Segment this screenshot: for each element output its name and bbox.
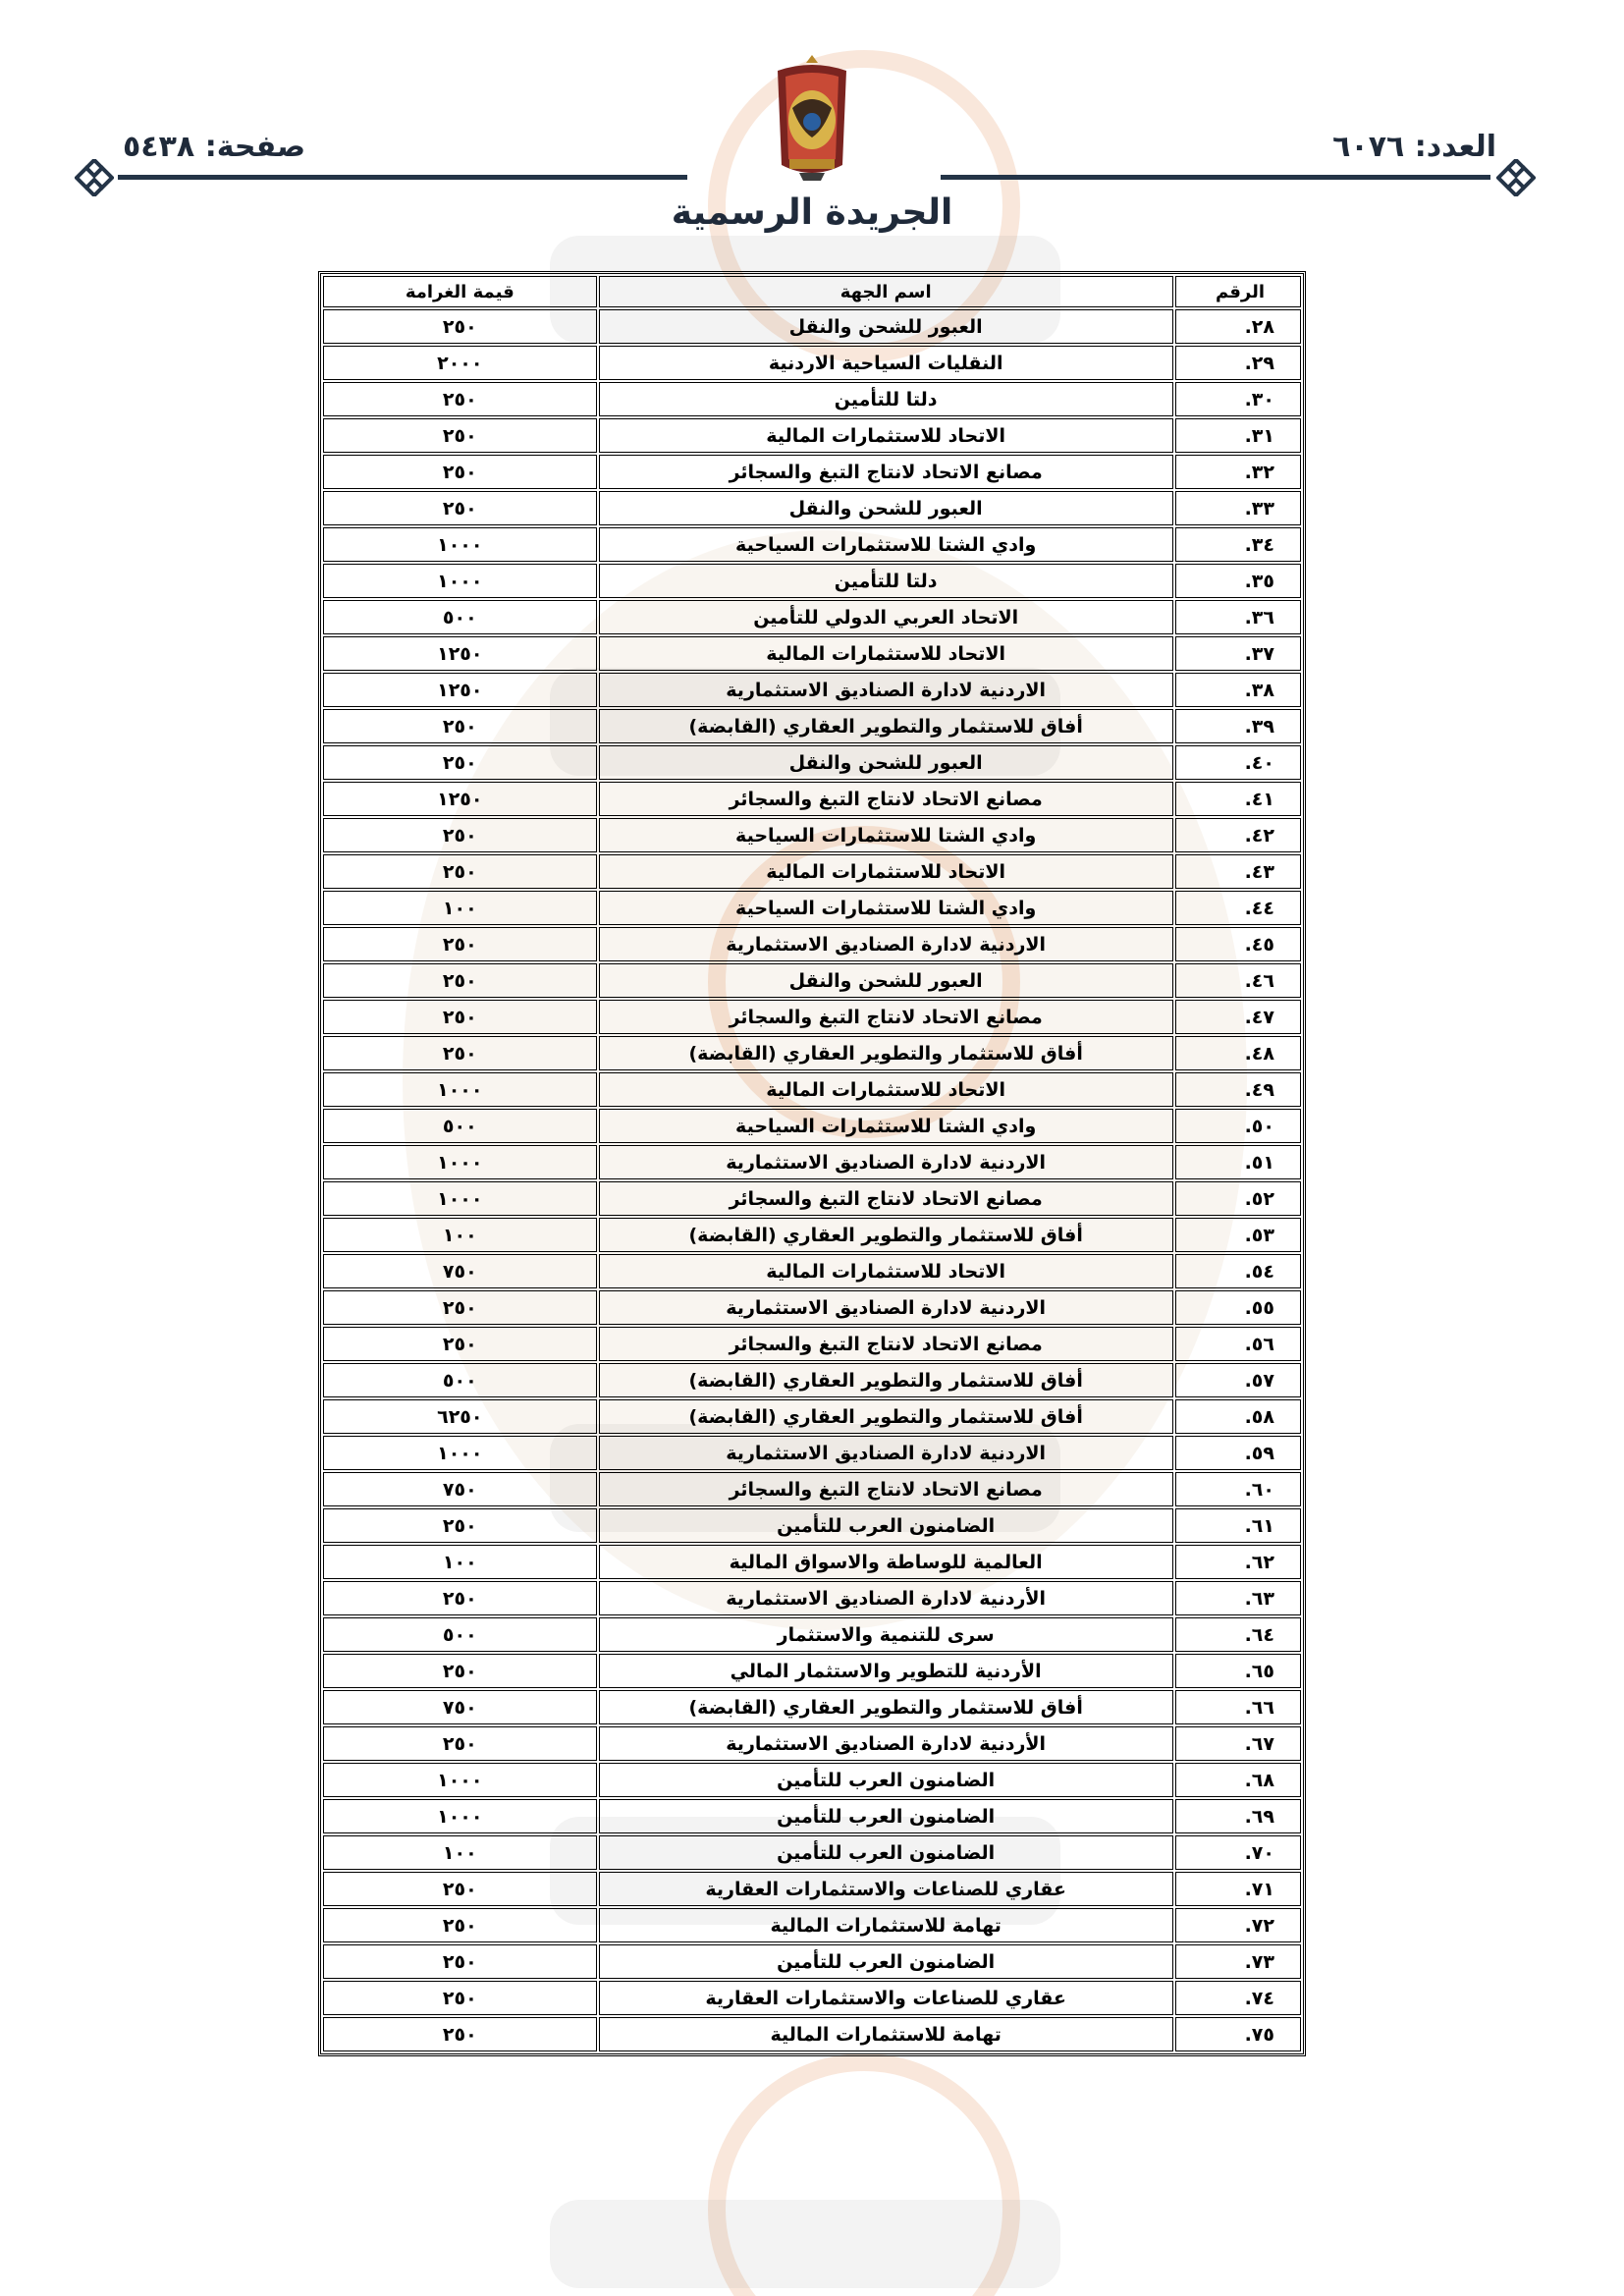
table-row bbox=[323, 1036, 1301, 1070]
fine-amount: ٥٠٠ bbox=[323, 1109, 597, 1143]
entity-name: الاردنية لادارة الصناديق الاستثمارية bbox=[599, 673, 1173, 707]
fine-amount: ٢٥٠ bbox=[323, 1327, 597, 1361]
fine-amount: ٢٥٠ bbox=[323, 418, 597, 453]
row-number: ٥٩. bbox=[1175, 1436, 1301, 1470]
entity-name: العبور للشحن والنقل bbox=[599, 309, 1173, 344]
row-number: ٤٥. bbox=[1175, 927, 1301, 961]
table-row bbox=[323, 1145, 1301, 1179]
row-number: ٤٤. bbox=[1175, 891, 1301, 925]
fine-amount: ٢٥٠ bbox=[323, 1726, 597, 1761]
fine-amount: ٢٥٠ bbox=[323, 1000, 597, 1034]
entity-name: وادي الشتا للاستثمارات السياحية bbox=[599, 527, 1173, 562]
row-number: ٧٢. bbox=[1175, 1908, 1301, 1942]
table-row bbox=[323, 1363, 1301, 1397]
row-number: ٥١. bbox=[1175, 1145, 1301, 1179]
table-row bbox=[323, 564, 1301, 598]
entity-name: الضامنون العرب للتأمين bbox=[599, 1835, 1173, 1870]
entity-name: عقاري للصناعات والاستثمارات العقارية bbox=[599, 1872, 1173, 1906]
fine-amount: ٢٥٠ bbox=[323, 745, 597, 780]
table-row bbox=[323, 709, 1301, 743]
entity-name: الاتحاد للاستثمارات المالية bbox=[599, 418, 1173, 453]
fine-amount: ٢٥٠ bbox=[323, 1581, 597, 1615]
row-number: ٣٦. bbox=[1175, 600, 1301, 634]
entity-name: مصانع الاتحاد لانتاج التبغ والسجائر bbox=[599, 1181, 1173, 1216]
fine-amount: ٢٥٠ bbox=[323, 2017, 597, 2051]
table-row bbox=[323, 1763, 1301, 1797]
fine-amount: ٢٥٠ bbox=[323, 1908, 597, 1942]
table-row bbox=[323, 1218, 1301, 1252]
entity-name: مصانع الاتحاد لانتاج التبغ والسجائر bbox=[599, 782, 1173, 816]
table-row bbox=[323, 1872, 1301, 1906]
row-number: ٧٥. bbox=[1175, 2017, 1301, 2051]
entity-name: الضامنون العرب للتأمين bbox=[599, 1799, 1173, 1833]
table-row bbox=[323, 1399, 1301, 1434]
entity-name: الاردنية لادارة الصناديق الاستثمارية bbox=[599, 927, 1173, 961]
table-row bbox=[323, 1581, 1301, 1615]
fine-amount: ٢٥٠ bbox=[323, 927, 597, 961]
header-rule-left bbox=[118, 175, 687, 180]
row-number: ٦٤. bbox=[1175, 1617, 1301, 1652]
row-number: ٣١. bbox=[1175, 418, 1301, 453]
entity-name: مصانع الاتحاد لانتاج التبغ والسجائر bbox=[599, 1327, 1173, 1361]
fine-amount: ٥٠٠ bbox=[323, 1617, 597, 1652]
entity-name: الاتحاد العربي الدولي للتأمين bbox=[599, 600, 1173, 634]
row-number: ٥٦. bbox=[1175, 1327, 1301, 1361]
table-row bbox=[323, 418, 1301, 453]
fine-amount: ١٠٠٠ bbox=[323, 564, 597, 598]
entity-name: تهامة للاستثمارات المالية bbox=[599, 2017, 1173, 2051]
fine-amount: ١٠٠ bbox=[323, 1218, 597, 1252]
entity-name: مصانع الاتحاد لانتاج التبغ والسجائر bbox=[599, 1472, 1173, 1506]
fine-amount: ٢٥٠ bbox=[323, 309, 597, 344]
entity-name: الأردنية لادارة الصناديق الاستثمارية bbox=[599, 1726, 1173, 1761]
fine-amount: ٢٥٠ bbox=[323, 1036, 597, 1070]
entity-name: دلتا للتأمين bbox=[599, 382, 1173, 416]
row-number: ٣٣. bbox=[1175, 491, 1301, 525]
entity-name: عقاري للصناعات والاستثمارات العقارية bbox=[599, 1981, 1173, 2015]
row-number: ٣٠. bbox=[1175, 382, 1301, 416]
table-row bbox=[323, 1726, 1301, 1761]
entity-name: أفاق للاستثمار والتطوير العقاري (القابضة) bbox=[599, 1218, 1173, 1252]
ornament-knot-icon bbox=[75, 159, 114, 196]
entity-name: العالمية للوساطة والاسواق المالية bbox=[599, 1545, 1173, 1579]
table-row bbox=[323, 927, 1301, 961]
table-header-row bbox=[323, 276, 1301, 307]
entity-name: أفاق للاستثمار والتطوير العقاري (القابضة) bbox=[599, 1036, 1173, 1070]
entity-name: أفاق للاستثمار والتطوير العقاري (القابضة) bbox=[599, 709, 1173, 743]
row-number: ٣٩. bbox=[1175, 709, 1301, 743]
row-number: ٤٧. bbox=[1175, 1000, 1301, 1034]
table-row bbox=[323, 1327, 1301, 1361]
entity-name: الاتحاد للاستثمارات المالية bbox=[599, 1072, 1173, 1107]
row-number: ٥٨. bbox=[1175, 1399, 1301, 1434]
fine-amount: ٧٥٠ bbox=[323, 1690, 597, 1724]
table-row bbox=[323, 636, 1301, 671]
entity-name: دلتا للتأمين bbox=[599, 564, 1173, 598]
fine-amount: ٢٥٠ bbox=[323, 818, 597, 852]
table-row bbox=[323, 455, 1301, 489]
entity-name: تهامة للاستثمارات المالية bbox=[599, 1908, 1173, 1942]
fine-amount: ١٠٠ bbox=[323, 1545, 597, 1579]
row-number: ٥٣. bbox=[1175, 1218, 1301, 1252]
row-number: ٤٣. bbox=[1175, 854, 1301, 889]
fine-amount: ٢٥٠ bbox=[323, 1654, 597, 1688]
fine-amount: ٦٢٥٠ bbox=[323, 1399, 597, 1434]
table-row bbox=[323, 382, 1301, 416]
fine-amount: ٢٠٠٠ bbox=[323, 346, 597, 380]
row-number: ٦٣. bbox=[1175, 1581, 1301, 1615]
table-row bbox=[323, 1690, 1301, 1724]
table-row bbox=[323, 491, 1301, 525]
row-number: ٦٧. bbox=[1175, 1726, 1301, 1761]
fine-amount: ٢٥٠ bbox=[323, 1981, 597, 2015]
fine-amount: ١٠٠٠ bbox=[323, 1799, 597, 1833]
table-row bbox=[323, 1545, 1301, 1579]
table-row bbox=[323, 1254, 1301, 1288]
fine-amount: ٢٥٠ bbox=[323, 854, 597, 889]
fine-amount: ١٠٠٠ bbox=[323, 1072, 597, 1107]
row-number: ٥٥. bbox=[1175, 1290, 1301, 1325]
entity-name: الأردنية للتطوير والاستثمار المالي bbox=[599, 1654, 1173, 1688]
fine-amount: ١٠٠٠ bbox=[323, 1763, 597, 1797]
row-number: ٦١. bbox=[1175, 1508, 1301, 1543]
table-row bbox=[323, 745, 1301, 780]
table-row bbox=[323, 1290, 1301, 1325]
table-row bbox=[323, 854, 1301, 889]
row-number: ٤٢. bbox=[1175, 818, 1301, 852]
table-row bbox=[323, 1799, 1301, 1833]
entity-name: الاردنية لادارة الصناديق الاستثمارية bbox=[599, 1436, 1173, 1470]
entity-name: مصانع الاتحاد لانتاج التبغ والسجائر bbox=[599, 455, 1173, 489]
entity-name: أفاق للاستثمار والتطوير العقاري (القابضة) bbox=[599, 1399, 1173, 1434]
table-row bbox=[323, 309, 1301, 344]
row-number: ٧٣. bbox=[1175, 1944, 1301, 1979]
fine-amount: ٢٥٠ bbox=[323, 1944, 597, 1979]
gazette-title: الجريدة الرسمية bbox=[671, 192, 953, 233]
row-number: ٣٢. bbox=[1175, 455, 1301, 489]
row-number: ٤١. bbox=[1175, 782, 1301, 816]
column-header-fine: قيمة الغرامة bbox=[323, 276, 597, 307]
entity-name: أفاق للاستثمار والتطوير العقاري (القابضة) bbox=[599, 1690, 1173, 1724]
fine-amount: ١٢٥٠ bbox=[323, 673, 597, 707]
row-number: ٦٢. bbox=[1175, 1545, 1301, 1579]
entity-name: الاتحاد للاستثمارات المالية bbox=[599, 1254, 1173, 1288]
table-row bbox=[323, 673, 1301, 707]
row-number: ٤٩. bbox=[1175, 1072, 1301, 1107]
entity-name: مصانع الاتحاد لانتاج التبغ والسجائر bbox=[599, 1000, 1173, 1034]
table-row bbox=[323, 1072, 1301, 1107]
fine-amount: ٢٥٠ bbox=[323, 455, 597, 489]
fine-amount: ٧٥٠ bbox=[323, 1254, 597, 1288]
fine-amount: ١٠٠ bbox=[323, 1835, 597, 1870]
row-number: ٧١. bbox=[1175, 1872, 1301, 1906]
fines-table bbox=[318, 271, 1306, 2056]
fine-amount: ٢٥٠ bbox=[323, 1872, 597, 1906]
entity-name: الاردنية لادارة الصناديق الاستثمارية bbox=[599, 1290, 1173, 1325]
table-row bbox=[323, 963, 1301, 998]
coat-of-arms-icon bbox=[760, 51, 864, 185]
table-row bbox=[323, 1908, 1301, 1942]
table-row bbox=[323, 600, 1301, 634]
entity-name: وادي الشتا للاستثمارات السياحية bbox=[599, 818, 1173, 852]
fine-amount: ١٠٠٠ bbox=[323, 527, 597, 562]
fine-amount: ١٠٠٠ bbox=[323, 1436, 597, 1470]
fine-amount: ٢٥٠ bbox=[323, 709, 597, 743]
row-number: ٥٠. bbox=[1175, 1109, 1301, 1143]
header-rule-right bbox=[941, 175, 1490, 180]
entity-name: الضامنون العرب للتأمين bbox=[599, 1508, 1173, 1543]
row-number: ٥٧. bbox=[1175, 1363, 1301, 1397]
row-number: ٢٩. bbox=[1175, 346, 1301, 380]
row-number: ٥٢. bbox=[1175, 1181, 1301, 1216]
entity-name: الاتحاد للاستثمارات المالية bbox=[599, 636, 1173, 671]
table-row bbox=[323, 782, 1301, 816]
issue-number: العدد: ٦٠٧٦ bbox=[1332, 130, 1496, 164]
row-number: ٧٤. bbox=[1175, 1981, 1301, 2015]
row-number: ٣٧. bbox=[1175, 636, 1301, 671]
table-row bbox=[323, 1109, 1301, 1143]
row-number: ٣٥. bbox=[1175, 564, 1301, 598]
fine-amount: ٢٥٠ bbox=[323, 1508, 597, 1543]
table-row bbox=[323, 527, 1301, 562]
table-row bbox=[323, 2017, 1301, 2051]
table-row bbox=[323, 1000, 1301, 1034]
row-number: ٤٦. bbox=[1175, 963, 1301, 998]
row-number: ٥٤. bbox=[1175, 1254, 1301, 1288]
table-row bbox=[323, 1508, 1301, 1543]
fine-amount: ١٢٥٠ bbox=[323, 782, 597, 816]
table-row bbox=[323, 1617, 1301, 1652]
entity-name: وادي الشتا للاستثمارات السياحية bbox=[599, 1109, 1173, 1143]
row-number: ٦٠. bbox=[1175, 1472, 1301, 1506]
ornament-knot-icon bbox=[1496, 159, 1536, 196]
entity-name: العبور للشحن والنقل bbox=[599, 963, 1173, 998]
entity-name: سرى للتنمية والاستثمار bbox=[599, 1617, 1173, 1652]
table-row bbox=[323, 1181, 1301, 1216]
entity-name: الاردنية لادارة الصناديق الاستثمارية bbox=[599, 1145, 1173, 1179]
entity-name: النقليات السياحية الاردنية bbox=[599, 346, 1173, 380]
page-number: صفحة: ٥٤٣٨ bbox=[123, 130, 306, 164]
table-row bbox=[323, 1436, 1301, 1470]
entity-name: العبور للشحن والنقل bbox=[599, 491, 1173, 525]
entity-name: الأردنية لادارة الصناديق الاستثمارية bbox=[599, 1581, 1173, 1615]
entity-name: العبور للشحن والنقل bbox=[599, 745, 1173, 780]
fine-amount: ٢٥٠ bbox=[323, 1290, 597, 1325]
fine-amount: ١٠٠ bbox=[323, 891, 597, 925]
row-number: ٦٥. bbox=[1175, 1654, 1301, 1688]
entity-name: وادي الشتا للاستثمارات السياحية bbox=[599, 891, 1173, 925]
row-number: ٢٨. bbox=[1175, 309, 1301, 344]
fine-amount: ١٠٠٠ bbox=[323, 1181, 597, 1216]
column-header-number: الرقم bbox=[1175, 276, 1301, 307]
entity-name: أفاق للاستثمار والتطوير العقاري (القابضة) bbox=[599, 1363, 1173, 1397]
row-number: ٦٩. bbox=[1175, 1799, 1301, 1833]
row-number: ٣٤. bbox=[1175, 527, 1301, 562]
entity-name: الضامنون العرب للتأمين bbox=[599, 1763, 1173, 1797]
entity-name: الاتحاد للاستثمارات المالية bbox=[599, 854, 1173, 889]
row-number: ٤٨. bbox=[1175, 1036, 1301, 1070]
table-row bbox=[323, 1981, 1301, 2015]
table-row bbox=[323, 818, 1301, 852]
fine-amount: ٥٠٠ bbox=[323, 1363, 597, 1397]
table-row bbox=[323, 346, 1301, 380]
entity-name: الضامنون العرب للتأمين bbox=[599, 1944, 1173, 1979]
fine-amount: ٧٥٠ bbox=[323, 1472, 597, 1506]
fine-amount: ١٢٥٠ bbox=[323, 636, 597, 671]
table-row bbox=[323, 1654, 1301, 1688]
fine-amount: ٥٠٠ bbox=[323, 600, 597, 634]
table-row bbox=[323, 1472, 1301, 1506]
table-row bbox=[323, 891, 1301, 925]
fine-amount: ٢٥٠ bbox=[323, 963, 597, 998]
column-header-name: اسم الجهة bbox=[599, 276, 1173, 307]
page-header bbox=[0, 0, 1624, 255]
fine-amount: ١٠٠٠ bbox=[323, 1145, 597, 1179]
row-number: ٦٦. bbox=[1175, 1690, 1301, 1724]
table-row bbox=[323, 1944, 1301, 1979]
fine-amount: ٢٥٠ bbox=[323, 491, 597, 525]
fine-amount: ٢٥٠ bbox=[323, 382, 597, 416]
table-row bbox=[323, 1835, 1301, 1870]
row-number: ٦٨. bbox=[1175, 1763, 1301, 1797]
row-number: ٤٠. bbox=[1175, 745, 1301, 780]
row-number: ٣٨. bbox=[1175, 673, 1301, 707]
row-number: ٧٠. bbox=[1175, 1835, 1301, 1870]
